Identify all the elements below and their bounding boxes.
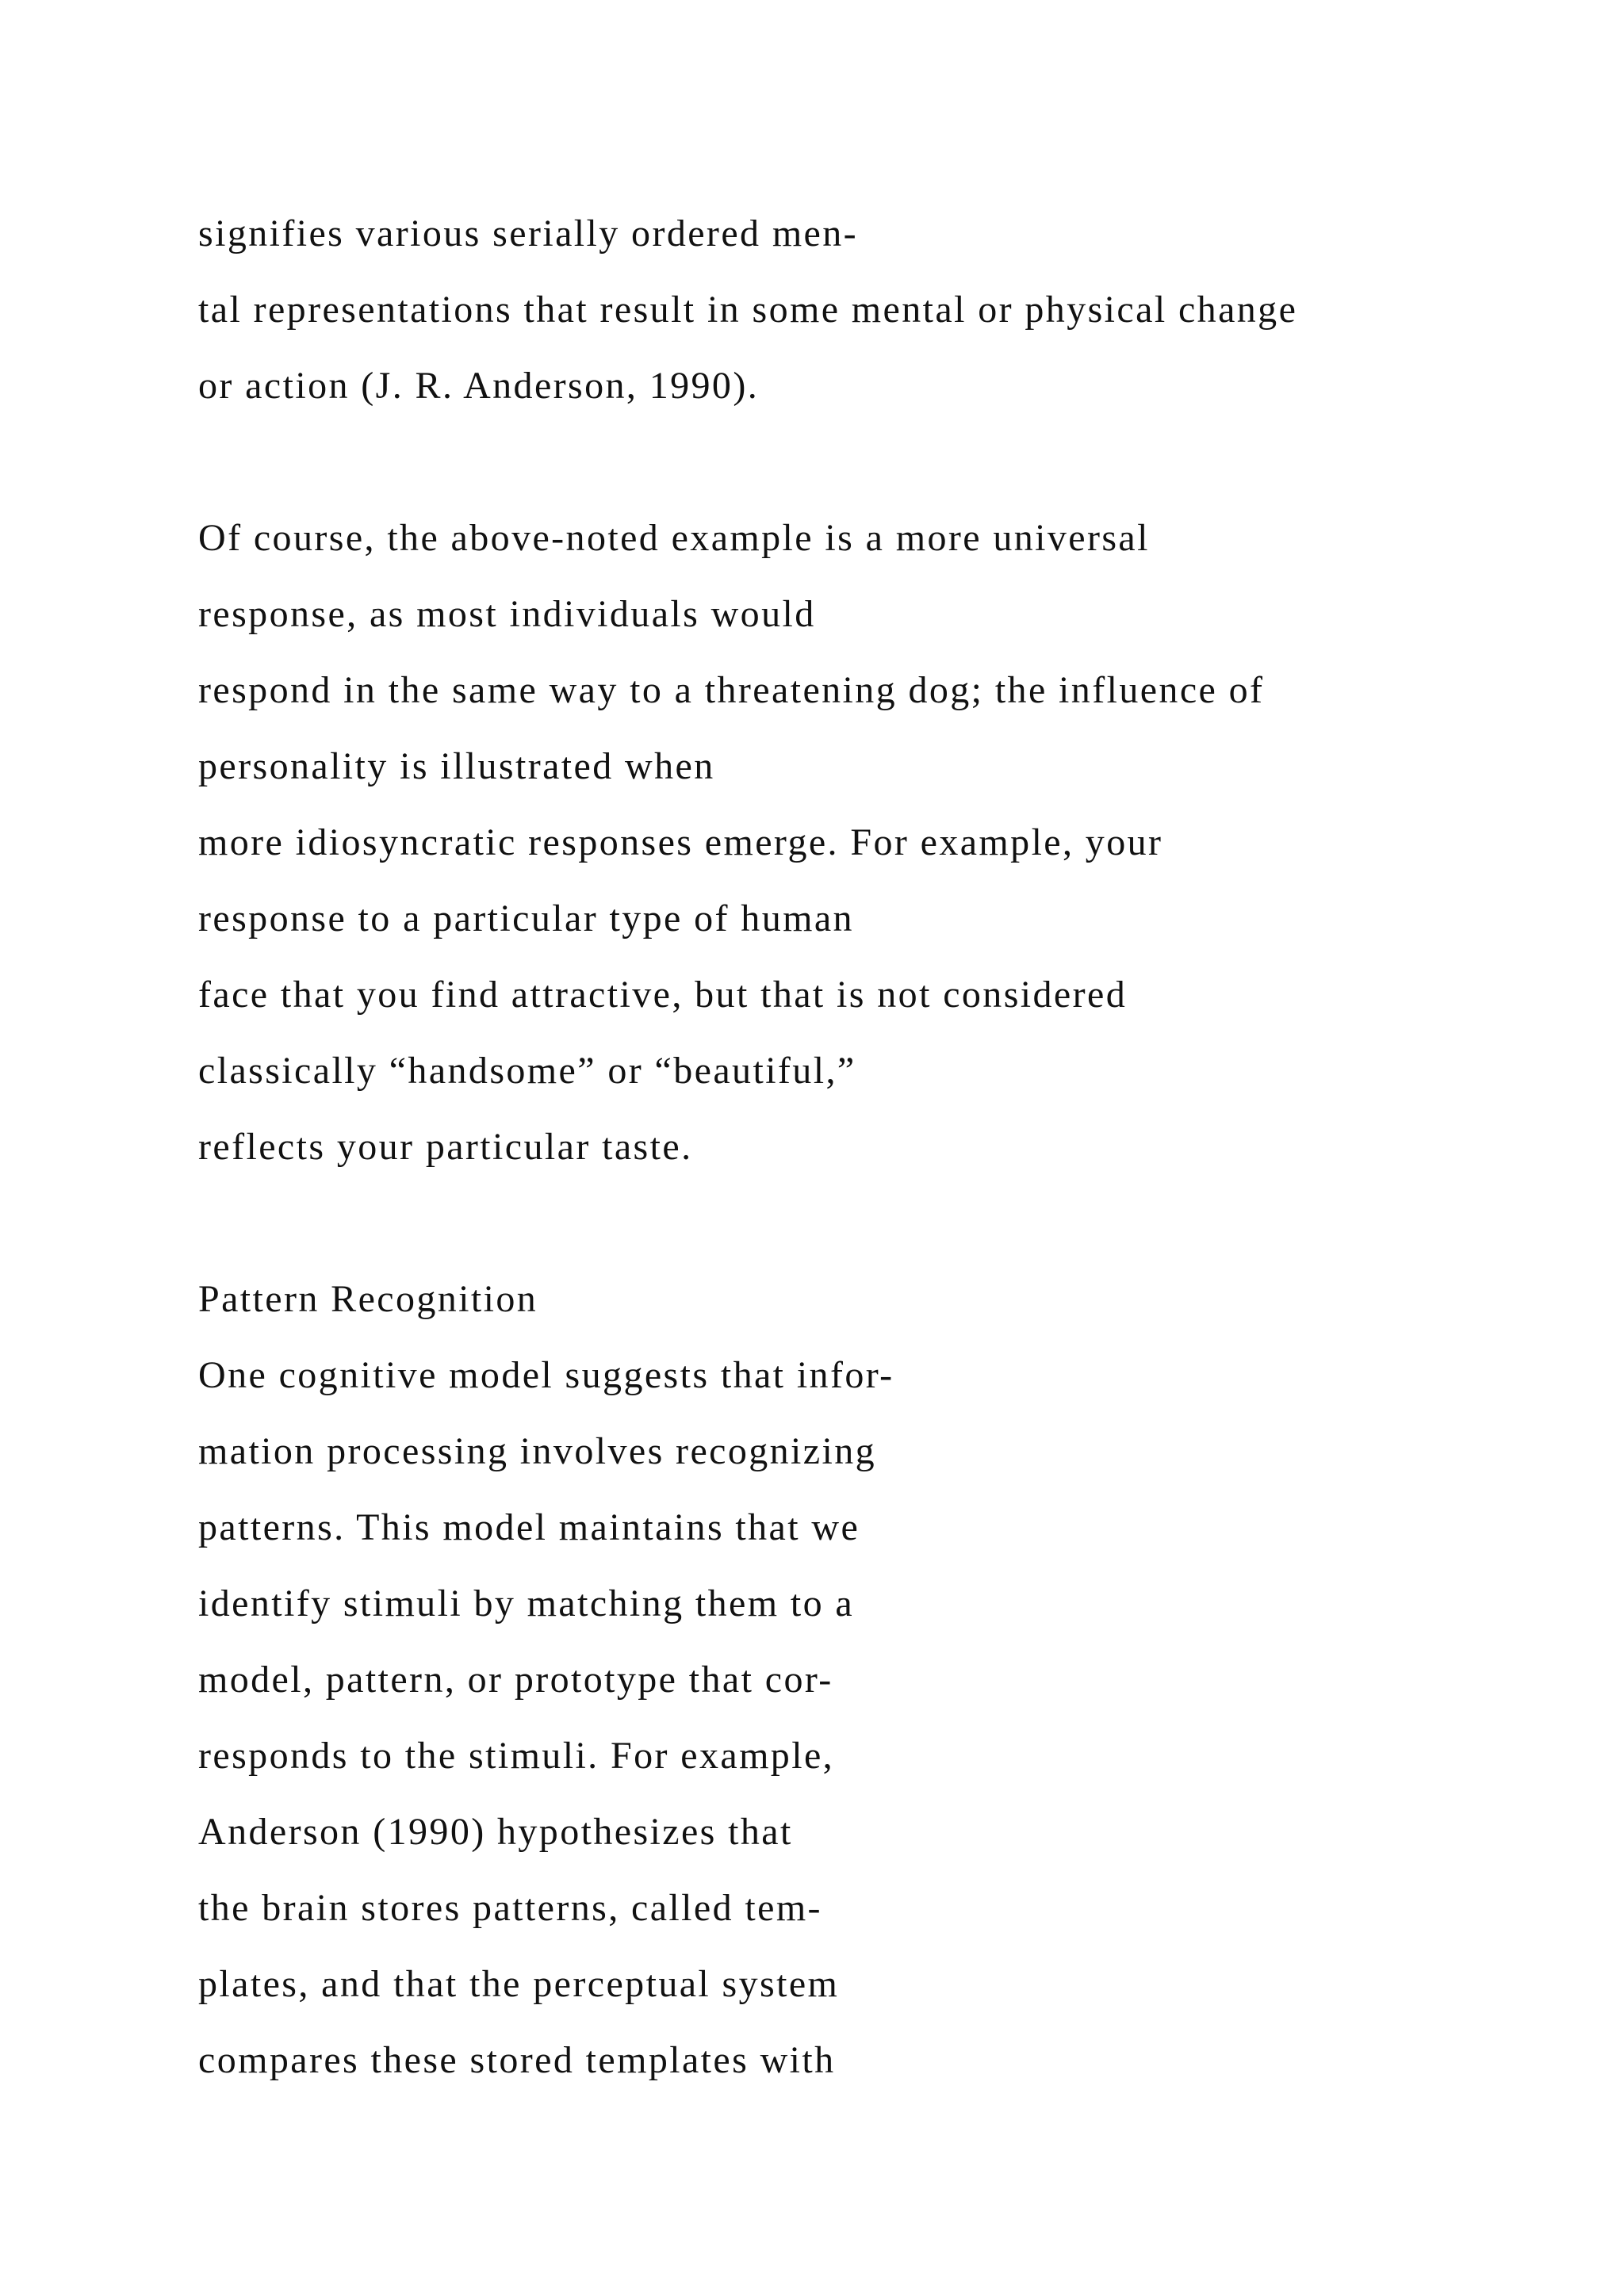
text-line: reflects your particular taste.	[198, 1126, 693, 1168]
body-text	[198, 196, 1546, 2099]
text-line: identify stimuli by matching them to a	[198, 1582, 855, 1624]
section-heading: Pattern Recognition	[198, 1278, 538, 1320]
blank-line	[198, 1185, 1546, 1261]
text-line: plates, and that the perceptual system	[198, 1963, 840, 2005]
blank-line	[198, 424, 1546, 500]
text-line: face that you find attractive, but that is not considered	[198, 974, 1128, 1016]
text-line: or action (J. R. Anderson, 1990).	[198, 365, 760, 407]
text-line: response to a particular type of human	[198, 897, 854, 939]
text-line: patterns. This model maintains that we	[198, 1506, 860, 1548]
text-line: respond in the same way to a threatening dog; the influence of	[198, 669, 1265, 711]
text-line: Of course, the above-noted example is a more universal	[198, 517, 1150, 559]
text-line: response, as most individuals would	[198, 593, 816, 635]
text-line: tal representations that result in some mental or physical change	[198, 289, 1298, 331]
text-line: model, pattern, or prototype that cor-	[198, 1659, 833, 1701]
text-line: compares these stored templates with	[198, 2039, 836, 2081]
text-line: One cognitive model suggests that infor-	[198, 1354, 894, 1396]
text-line: the brain stores patterns, called tem-	[198, 1887, 822, 1929]
text-line: Anderson (1990) hypothesizes that	[198, 1811, 793, 1853]
text-line: responds to the stimuli. For example,	[198, 1735, 835, 1777]
text-line: personality is illustrated when	[198, 745, 715, 787]
text-line: signifies various serially ordered men-	[198, 212, 859, 254]
text-line: more idiosyncratic responses emerge. For example, your	[198, 821, 1163, 863]
text-line: classically “handsome” or “beautiful,”	[198, 1050, 856, 1092]
text-line: mation processing involves recognizing	[198, 1430, 877, 1472]
